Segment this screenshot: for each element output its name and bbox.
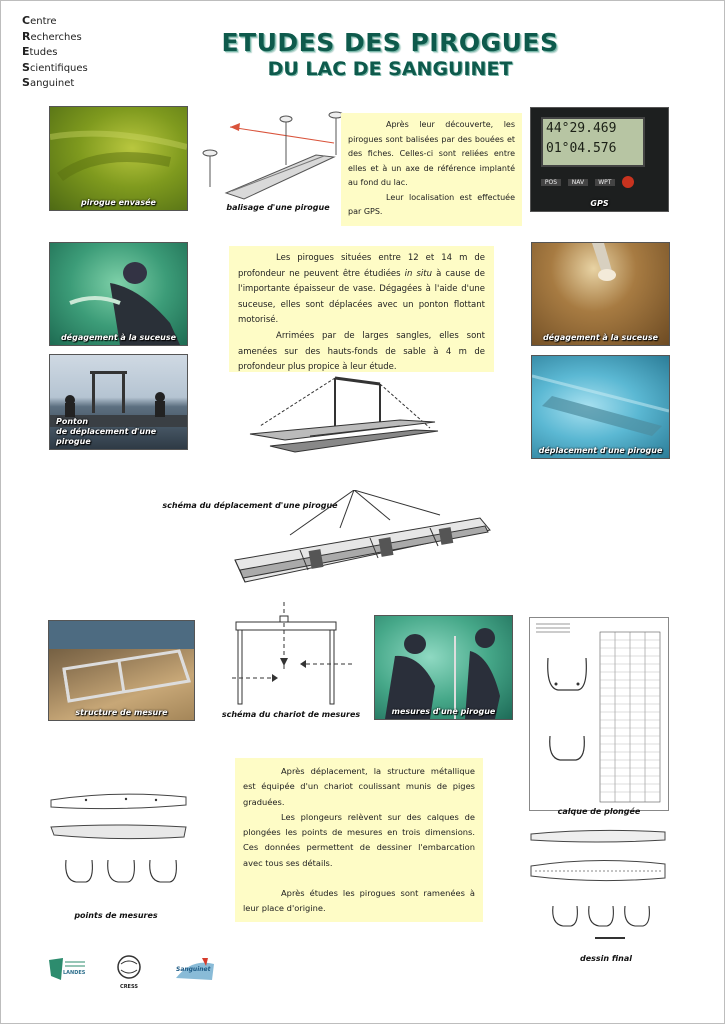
- pirogue-underwater-icon: [532, 356, 669, 458]
- text-box-balisage: [341, 113, 522, 226]
- gps-readout: 44°29.469: [546, 121, 617, 136]
- suction-hose-icon: [532, 243, 669, 345]
- photo-gps: [530, 107, 669, 212]
- paragraph: Les plongeurs relèvent sur des calques de plongées les points de mesures en trois dimensions. Ces données permettent de dessiner l'embarcation avec tous ses détails.: [243, 811, 475, 868]
- photo-deplacement: [531, 355, 670, 459]
- org-line: Scientifiques: [22, 60, 88, 74]
- dessin-final-drawing: [525, 826, 671, 946]
- divers-measuring-icon: [375, 616, 512, 719]
- photo-caption: dégagement à la suceuse: [60, 333, 177, 342]
- paragraph: Après leur découverte, les pirogues sont balisées par des bouées et des fiches. Celles-ci sont reliées entre elles et à un axe de référence implanté au fond du lac.: [348, 120, 515, 187]
- photo-caption: Ponton de déplacement d'une pirogue: [56, 417, 157, 446]
- org-line: Centre: [22, 14, 57, 27]
- paragraph: Après études les pirogues sont ramenées à leur place d'origine.: [243, 888, 475, 914]
- calque-caption: calque de plongée: [557, 807, 641, 816]
- photo-ponton: [49, 354, 188, 450]
- chariot-caption: schéma du chariot de mesures: [221, 710, 361, 719]
- paragraph: Leur localisation est effectuée par GPS.: [348, 192, 515, 216]
- photo-pirogue-envasee: [49, 106, 188, 211]
- org-line: Etudes: [22, 45, 58, 59]
- org-line: Sanguinet: [22, 76, 75, 90]
- org-line: Recherches: [22, 29, 82, 43]
- text-box-mesures: [235, 758, 483, 922]
- paragraph: Après déplacement, la structure métallique est équipée d'un chariot coulissant munis de piges graduées.: [243, 766, 475, 807]
- photo-caption: structure de mesure: [75, 708, 168, 717]
- ponton-schematic: [240, 376, 440, 456]
- structure-frame-icon: [49, 621, 194, 720]
- photo-degagement-left: [49, 242, 188, 346]
- balisage-caption: balisage d'une pirogue: [226, 203, 330, 212]
- gps-screen: [541, 117, 645, 167]
- cress-logo-icon: [112, 954, 146, 980]
- sanguinet-logo: Sanguinet: [172, 954, 218, 986]
- page-title: ETUDES DES PIROGUES: [221, 28, 559, 57]
- page-subtitle: DU LAC DE SANGUINET: [267, 58, 513, 80]
- landes-logo-icon: [47, 956, 87, 982]
- paragraph: Les pirogues situées entre 12 et 14 m de profondeur ne peuvent être étudiées in situ à cause de l'importante épaisseur de vase. Dégagées à l'aide d'une suceuse, elles sont déplacées avec un ponton flottant motorisé.: [238, 253, 485, 326]
- landes-logo: LANDES: [47, 956, 87, 982]
- photo-structure: [48, 620, 195, 721]
- schema-caption: schéma du déplacement d'une pirogue: [162, 501, 338, 510]
- photo-caption: pirogue envasée: [81, 198, 156, 207]
- photo-caption: déplacement d'une pirogue: [538, 446, 663, 455]
- photo-degagement-right: [531, 242, 670, 346]
- photo-caption: GPS: [590, 199, 609, 208]
- points-mesures-drawing: [46, 785, 191, 905]
- points-caption: points de mesures: [74, 911, 158, 920]
- photo-caption: dégagement à la suceuse: [542, 333, 659, 342]
- gps-readout: 01°04.576: [546, 141, 617, 156]
- pirogue-lift-schematic: [230, 490, 495, 590]
- murky-water-icon: [50, 107, 187, 210]
- balisage-sketch: [196, 105, 346, 215]
- dessin-caption: dessin final: [579, 954, 633, 963]
- cress-logo: CRESS: [112, 954, 146, 988]
- calque-sheet: [529, 617, 669, 811]
- calque-drawing: [530, 618, 668, 810]
- gps-keys: [541, 176, 634, 188]
- diver-icon: [50, 243, 187, 345]
- org-acronym: [22, 14, 88, 92]
- gps-key: NAV: [568, 179, 588, 186]
- text-box-deplacement: [229, 246, 494, 372]
- gps-key: POS: [541, 179, 561, 186]
- paragraph: Arrimées par de larges sangles, elles sont amenées sur des hauts-fonds de sable à 4 m de profondeur plus propice à leur étude.: [238, 330, 485, 373]
- photo-mesures: [374, 615, 513, 720]
- photo-caption: mesures d'une pirogue: [391, 707, 496, 716]
- gps-red-button-icon: [622, 176, 634, 188]
- gps-key: WPT: [595, 179, 615, 186]
- chariot-schematic: [222, 600, 362, 708]
